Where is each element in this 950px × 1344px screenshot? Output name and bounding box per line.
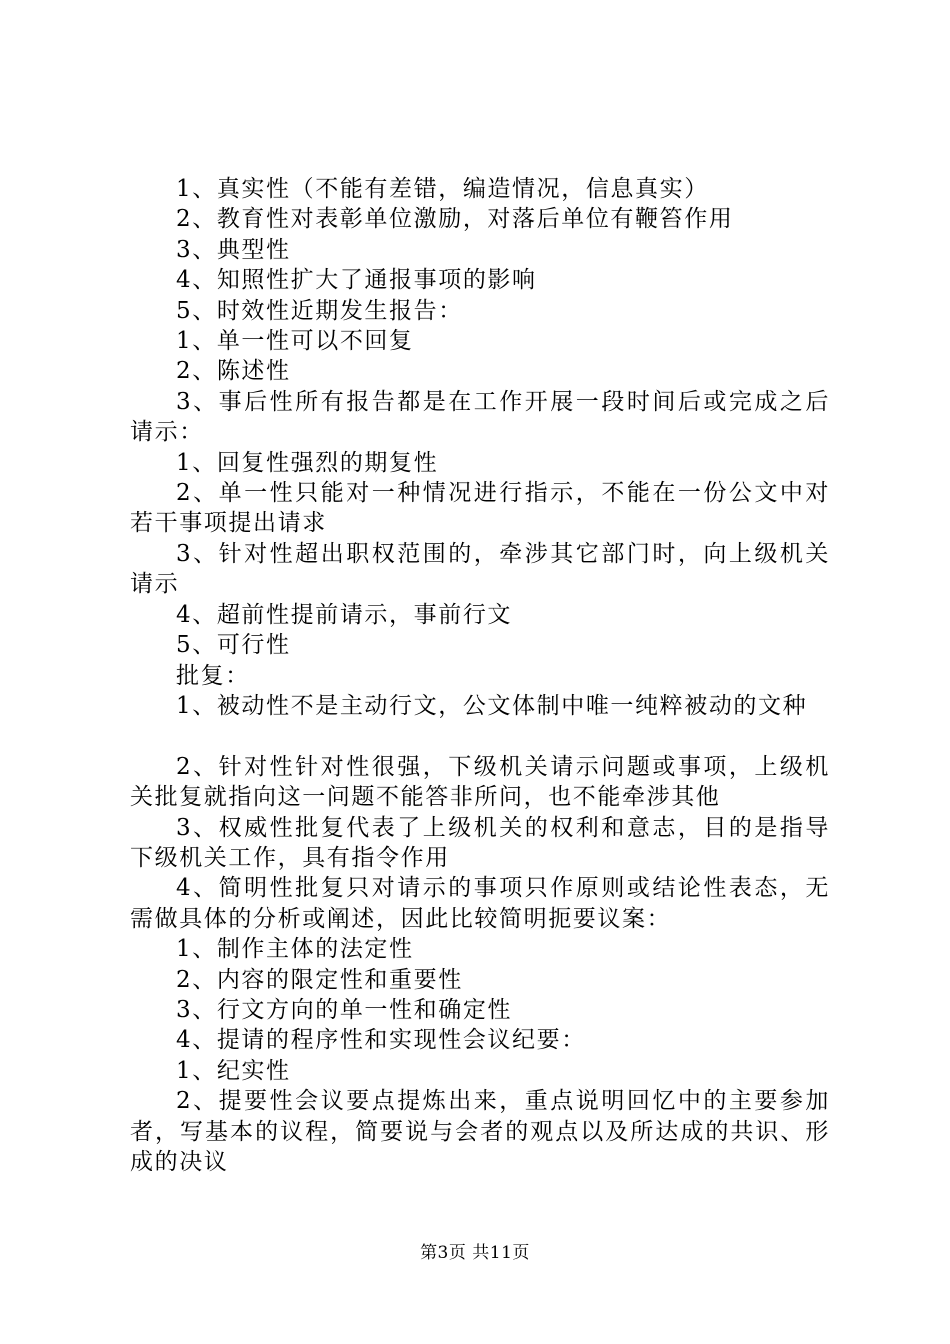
paragraph-19: 1、制作主体的法定性 <box>176 936 414 963</box>
paragraph-11: 3、针对性超出职权范围的，牵涉其它部门时，向上级机关请示 <box>130 540 830 598</box>
paragraph-14: 批复： <box>176 662 250 689</box>
paragraph-23: 1、纪实性 <box>176 1057 291 1084</box>
paragraph-21: 3、行文方向的单一性和确定性 <box>176 996 513 1023</box>
paragraph-7: 2、陈述性 <box>176 358 291 385</box>
document-body <box>130 174 830 1177</box>
paragraph-17: 3、权威性批复代表了上级机关的权利和意志，目的是指导下级机关工作，具有指令作用 <box>130 814 830 871</box>
paragraph-4: 4、知照性扩大了通报事项的影响 <box>176 267 537 294</box>
paragraph-18: 4、简明性批复只对请示的事项只作原则或结论性表态，无需做具体的分析或阐述，因此比较简明扼要议案： <box>130 875 830 932</box>
paragraph-5: 5、时效性近期发生报告： <box>176 297 463 324</box>
paragraph-15: 1、被动性不是主动行文，公文体制中唯一纯粹被动的文种 <box>176 692 808 719</box>
paragraph-1: 1、真实性（不能有差错，编造情况，信息真实） <box>176 176 709 202</box>
page-number-footer: 第3页 共11页 <box>420 1243 530 1263</box>
paragraph-12: 4、超前性提前请示，事前行文 <box>176 601 513 628</box>
paragraph-24: 2、提要性会议要点提炼出来，重点说明回忆中的主要参加者，写基本的议程，简要说与会者的观点以及所达成的共识、形成的决议 <box>130 1088 830 1175</box>
paragraph-16: 2、针对性针对性很强，下级机关请示问题或事项，上级机关批复就指向这一问题不能答非所问，也不能牵涉其他 <box>130 753 830 811</box>
paragraph-3: 3、典型性 <box>176 236 291 263</box>
paragraph-2: 2、教育性对表彰单位激励，对落后单位有鞭笞作用 <box>176 206 734 233</box>
paragraph-8: 3、事后性所有报告都是在工作开展一段时间后或完成之后请示： <box>130 388 830 446</box>
paragraph-20: 2、内容的限定性和重要性 <box>176 966 463 993</box>
paragraph-13: 5、可行性 <box>176 632 291 659</box>
paragraph-6: 1、单一性可以不回复 <box>176 328 414 355</box>
blank-line <box>130 721 830 751</box>
paragraph-9: 1、回复性强烈的期复性 <box>176 449 439 476</box>
paragraph-10: 2、单一性只能对一种情况进行指示，不能在一份公文中对若干事项提出请求 <box>130 480 830 537</box>
paragraph-22: 4、提请的程序性和实现性会议纪要： <box>176 1027 586 1054</box>
